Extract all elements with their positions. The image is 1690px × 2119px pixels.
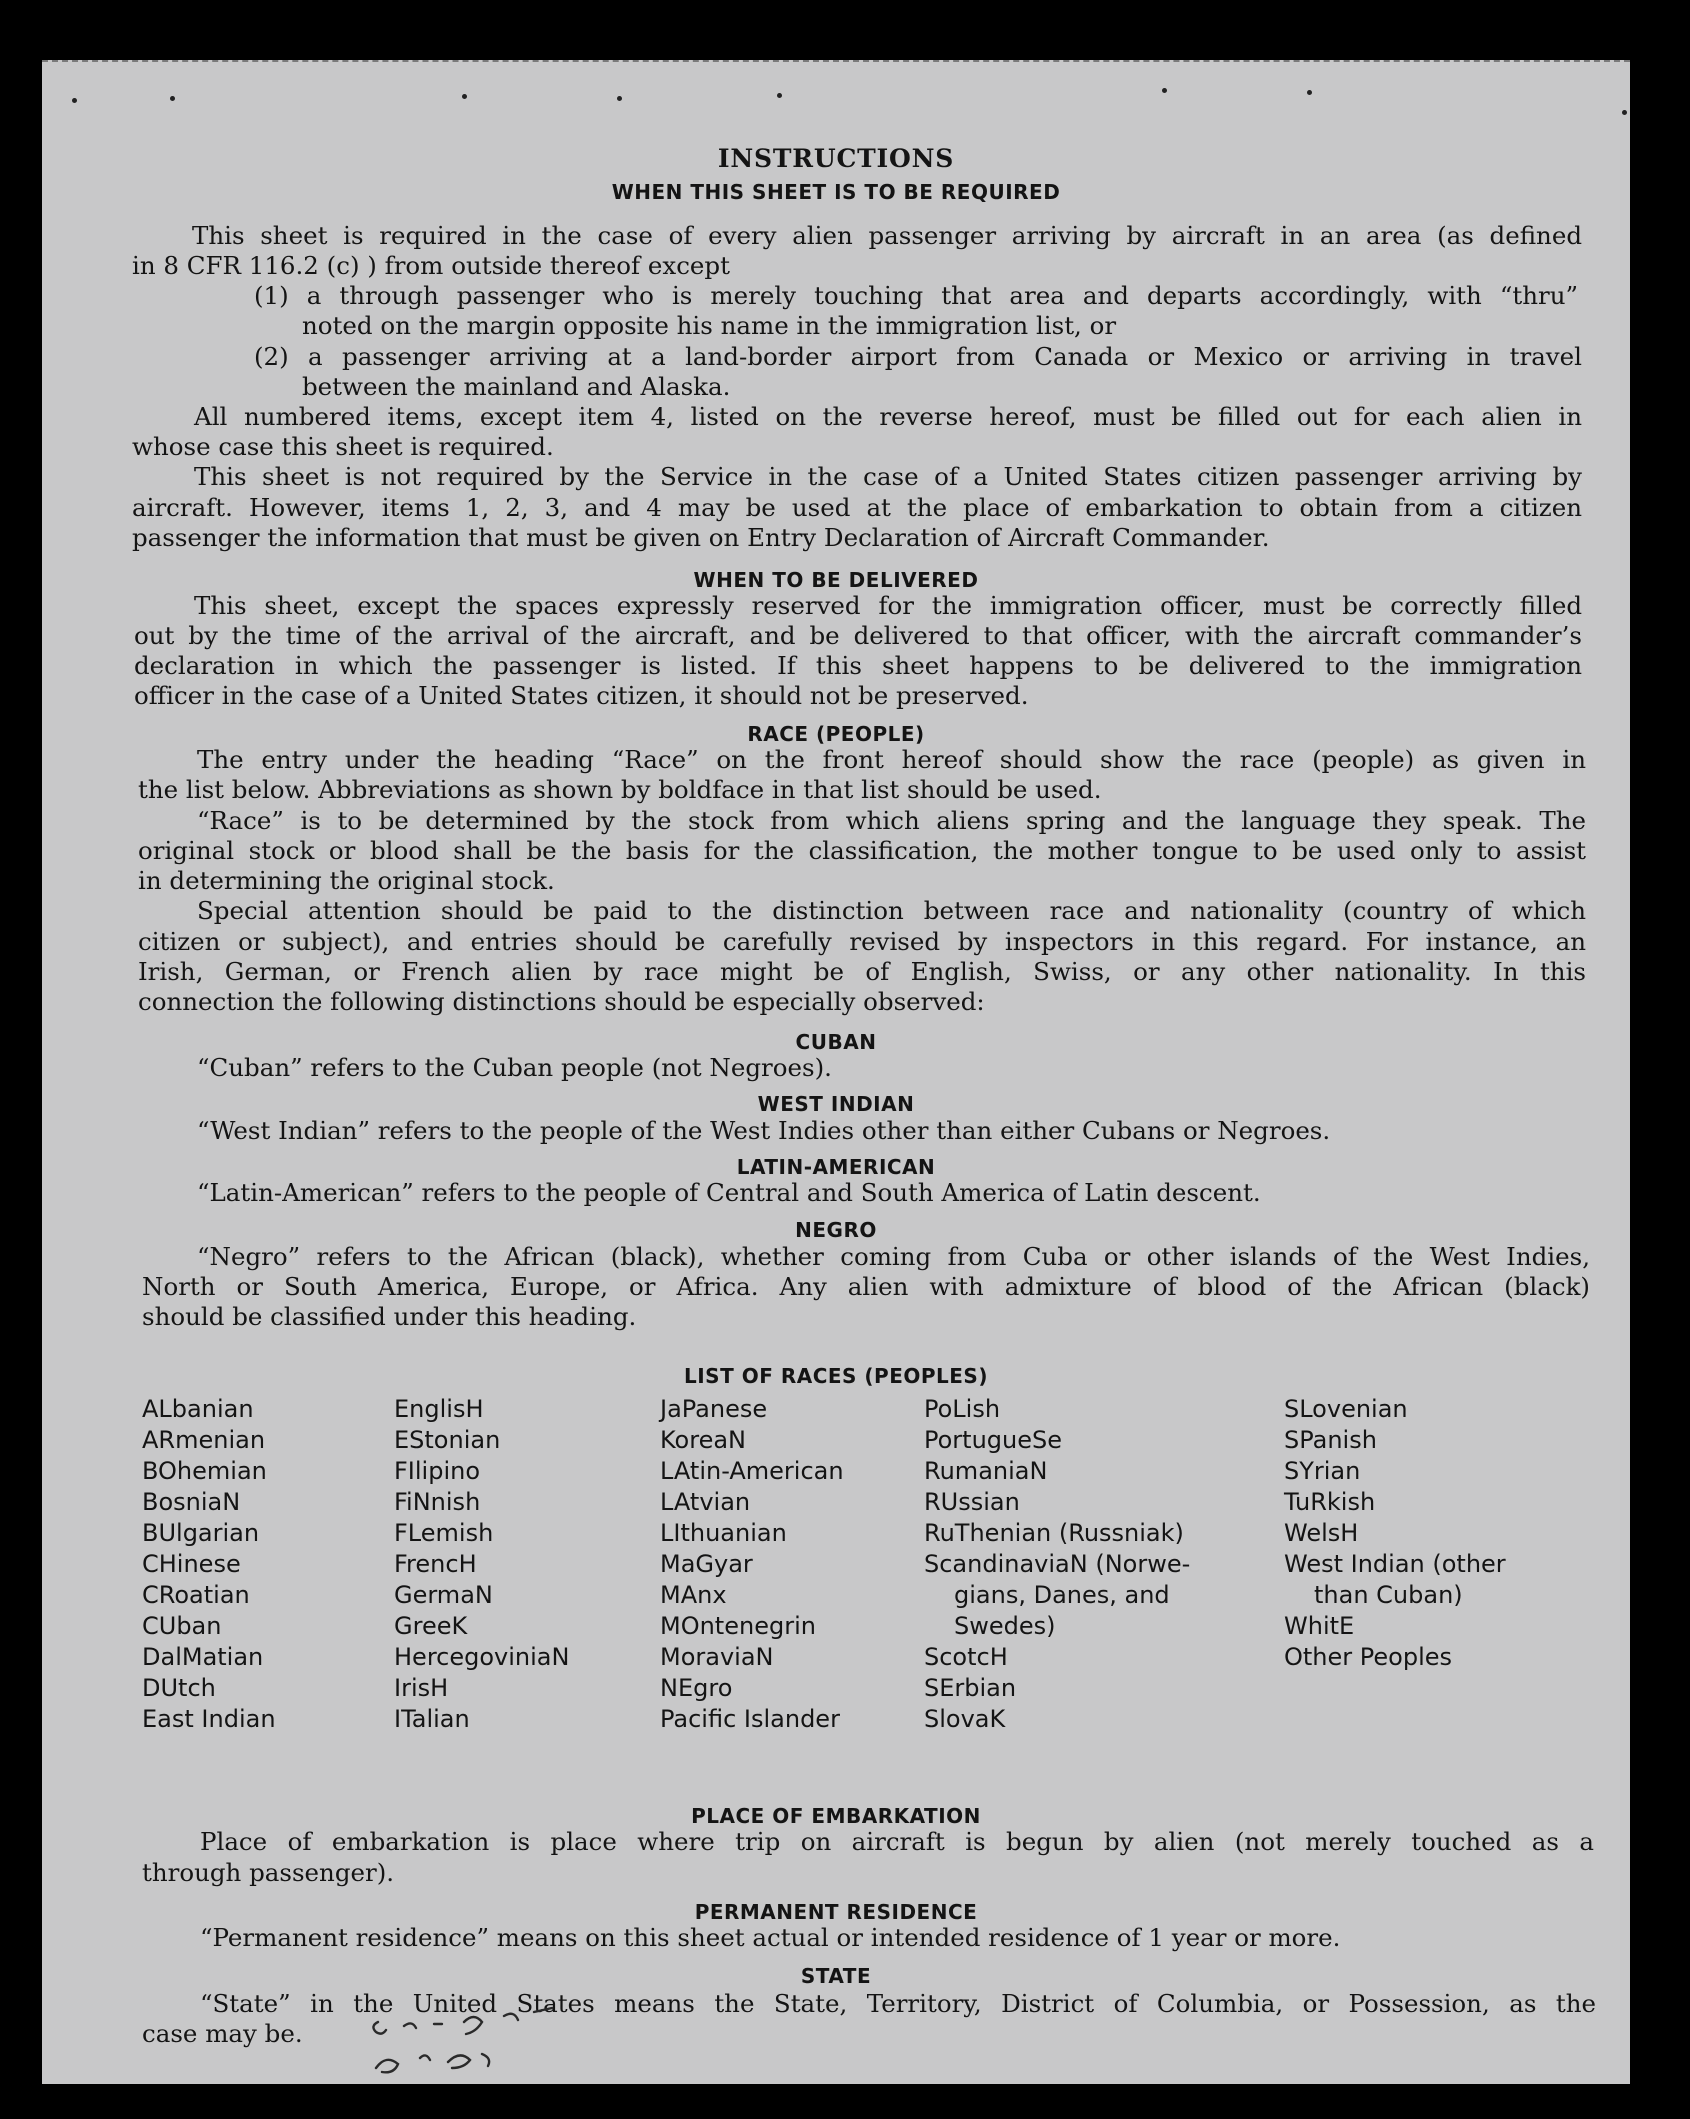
document-page: [42, 60, 1630, 2084]
race-entry: KoreaN: [660, 1426, 746, 1454]
text-line: This sheet is not required by the Service in the case of a United States citizen passenger arriving by: [194, 462, 1582, 491]
punch-hole-dot: [617, 96, 622, 101]
race-entry: East Indian: [142, 1705, 276, 1733]
race-column: [394, 1394, 569, 1735]
race-entry: EStonian: [394, 1426, 501, 1454]
race-entry: BosniaN: [142, 1488, 241, 1516]
race-entry: MaGyar: [660, 1550, 753, 1578]
text-line: “Negro” refers to the African (black), whether coming from Cuba or other islands of the West Indies,: [197, 1242, 1590, 1271]
race-entry: BUlgarian: [142, 1519, 260, 1547]
text-line: This sheet is required in the case of every alien passenger arriving by aircraft in an area (as defined: [192, 221, 1582, 250]
race-entry: than Cuban): [1314, 1581, 1463, 1609]
handwritten-scribble-icon: [364, 2002, 594, 2086]
text-line: “State” in the United States means the State, Territory, District of Columbia, or Possession, as the: [200, 1989, 1596, 2018]
race-entry: Other Peoples: [1284, 1643, 1453, 1671]
text-line: This sheet, except the spaces expressly reserved for the immigration officer, must be correctly filled: [194, 591, 1582, 620]
race-entry: NEgro: [660, 1674, 733, 1702]
race-entry: CHinese: [142, 1550, 241, 1578]
race-entry: SLovenian: [1284, 1395, 1408, 1423]
race-entry: FLemish: [394, 1519, 494, 1547]
race-entry: LAtvian: [660, 1488, 751, 1516]
race-entry: HercegoviniaN: [394, 1643, 570, 1671]
race-column: [1284, 1394, 1506, 1673]
section-heading-negro: NEGRO: [795, 1218, 877, 1242]
race-entry: WelsH: [1284, 1519, 1359, 1547]
race-entry: LAtin-American: [660, 1457, 844, 1485]
race-entry: gians, Danes, and: [954, 1581, 1170, 1609]
punch-hole-dot: [170, 96, 175, 101]
race-entry: FiNnish: [394, 1488, 481, 1516]
race-column: [660, 1394, 844, 1735]
race-list-table: [142, 1394, 1592, 1789]
race-entry: MAnx: [660, 1581, 727, 1609]
section-heading-state: STATE: [800, 1964, 872, 1988]
race-entry: GreeK: [394, 1612, 468, 1640]
section-heading-when-delivered: WHEN TO BE DELIVERED: [693, 568, 979, 592]
text-line: “Race” is to be determined by the stock from which aliens spring and the language they speak. The: [197, 806, 1586, 835]
race-entry: PoLish: [924, 1395, 1001, 1423]
race-entry: EnglisH: [394, 1395, 484, 1423]
race-entry: SYrian: [1284, 1457, 1361, 1485]
text-line: through passenger).: [142, 1858, 395, 1887]
race-entry: West Indian (other: [1284, 1550, 1506, 1578]
section-heading-permanent-residence: PERMANENT RESIDENCE: [694, 1900, 978, 1924]
race-entry: CUban: [142, 1612, 222, 1640]
race-entry: ScotcH: [924, 1643, 1008, 1671]
race-entry: ITalian: [394, 1705, 470, 1733]
text-line: between the mainland and Alaska.: [302, 372, 731, 401]
text-line: should be classified under this heading.: [142, 1302, 637, 1331]
race-entry: RUssian: [924, 1488, 1020, 1516]
race-entry: ScandinaviaN (Norwe-: [924, 1550, 1191, 1578]
race-entry: RuThenian (Russniak): [924, 1519, 1184, 1547]
punch-hole-dot: [777, 93, 782, 98]
text-line: out by the time of the arrival of the aircraft, and be delivered to that officer, with the aircraft commander’s: [134, 621, 1582, 650]
text-line: in determining the original stock.: [138, 866, 555, 895]
section-heading-when-required: WHEN THIS SHEET IS TO BE REQUIRED: [611, 180, 1061, 204]
text-line: aircraft. However, items 1, 2, 3, and 4 may be used at the place of embarkation to obtain from a citizen: [132, 493, 1582, 522]
punch-hole-dot: [1162, 88, 1167, 93]
race-entry: ARmenian: [142, 1426, 266, 1454]
race-entry: JaPanese: [660, 1395, 768, 1423]
race-entry: DUtch: [142, 1674, 216, 1702]
race-entry: IrisH: [394, 1674, 449, 1702]
text-line: the list below. Abbreviations as shown by boldface in that list should be used.: [138, 775, 1102, 804]
text-line: All numbered items, except item 4, listed on the reverse hereof, must be filled out for each alien in: [194, 402, 1582, 431]
race-entry: DalMatian: [142, 1643, 264, 1671]
race-entry: SPanish: [1284, 1426, 1377, 1454]
text-line: in 8 CFR 116.2 (c) ) from outside thereof except: [132, 251, 730, 280]
section-heading-list-of-races: LIST OF RACES (PEOPLES): [684, 1364, 988, 1388]
section-heading-latin-american: LATIN-AMERICAN: [736, 1155, 936, 1179]
punch-hole-dot: [72, 98, 77, 103]
race-entry: BOhemian: [142, 1457, 267, 1485]
text-line: connection the following distinctions should be especially observed:: [138, 987, 985, 1016]
section-heading-race: RACE (PEOPLE): [747, 722, 925, 746]
punch-hole-dot: [462, 94, 467, 99]
race-entry: PortugueSe: [924, 1426, 1062, 1454]
text-line: Special attention should be paid to the distinction between race and nationality (country of which: [197, 896, 1586, 925]
race-entry: Pacific Islander: [660, 1705, 840, 1733]
race-entry: SlovaK: [924, 1705, 1006, 1733]
text-line: original stock or blood shall be the basis for the classification, the mother tongue to be used only to assist: [138, 836, 1586, 865]
text-line: “Latin-American” refers to the people of Central and South America of Latin descent.: [197, 1178, 1261, 1207]
race-entry: SErbian: [924, 1674, 1017, 1702]
race-entry: GermaN: [394, 1581, 493, 1609]
race-entry: TuRkish: [1284, 1488, 1376, 1516]
race-entry: ALbanian: [142, 1395, 254, 1423]
race-entry: WhitE: [1284, 1612, 1355, 1640]
text-line: Place of embarkation is place where trip on aircraft is begun by alien (not merely touched as a: [200, 1827, 1594, 1856]
punch-hole-dot: [1622, 110, 1627, 115]
text-line: (1) a through passenger who is merely touching that area and departs accordingly, with “thru”: [254, 281, 1578, 310]
section-heading-west-indian: WEST INDIAN: [757, 1092, 915, 1116]
text-line: noted on the margin opposite his name in the immigration list, or: [302, 311, 1117, 340]
race-entry: Swedes): [954, 1612, 1056, 1640]
text-line: passenger the information that must be given on Entry Declaration of Aircraft Commander.: [132, 523, 1270, 552]
race-entry: FIlipino: [394, 1457, 481, 1485]
text-line: The entry under the heading “Race” on the front hereof should show the race (people) as given in: [197, 745, 1586, 774]
text-line: North or South America, Europe, or Africa. Any alien with admixture of blood of the African (black): [142, 1272, 1590, 1301]
race-column: [142, 1394, 276, 1735]
text-line: Irish, German, or French alien by race might be of English, Swiss, or any other nationality. In this: [138, 957, 1586, 986]
text-line: citizen or subject), and entries should be carefully revised by inspectors in this regard. For instance, an: [138, 927, 1586, 956]
race-entry: MoraviaN: [660, 1643, 774, 1671]
race-entry: LIthuanian: [660, 1519, 787, 1547]
text-line: declaration in which the passenger is listed. If this sheet happens to be delivered to the immigration: [134, 651, 1582, 680]
section-heading-place-of-embarkation: PLACE OF EMBARKATION: [691, 1804, 981, 1828]
text-line: officer in the case of a United States citizen, it should not be preserved.: [134, 681, 1029, 710]
race-entry: MOntenegrin: [660, 1612, 816, 1640]
punch-hole-dot: [1307, 90, 1312, 95]
text-line: “West Indian” refers to the people of the West Indies other than either Cubans or Negroes.: [197, 1116, 1331, 1145]
race-column: [924, 1394, 1190, 1735]
page-title: INSTRUCTIONS: [717, 144, 955, 173]
text-line: whose case this sheet is required.: [132, 432, 554, 461]
text-line: (2) a passenger arriving at a land-border airport from Canada or Mexico or arriving in travel: [254, 342, 1582, 371]
text-line: case may be.: [142, 2019, 303, 2048]
race-entry: FrencH: [394, 1550, 477, 1578]
text-line: “Permanent residence” means on this sheet actual or intended residence of 1 year or more.: [200, 1923, 1341, 1952]
section-heading-cuban: CUBAN: [795, 1030, 877, 1054]
race-entry: RumaniaN: [924, 1457, 1048, 1485]
race-entry: CRoatian: [142, 1581, 250, 1609]
text-line: “Cuban” refers to the Cuban people (not Negroes).: [197, 1053, 832, 1082]
